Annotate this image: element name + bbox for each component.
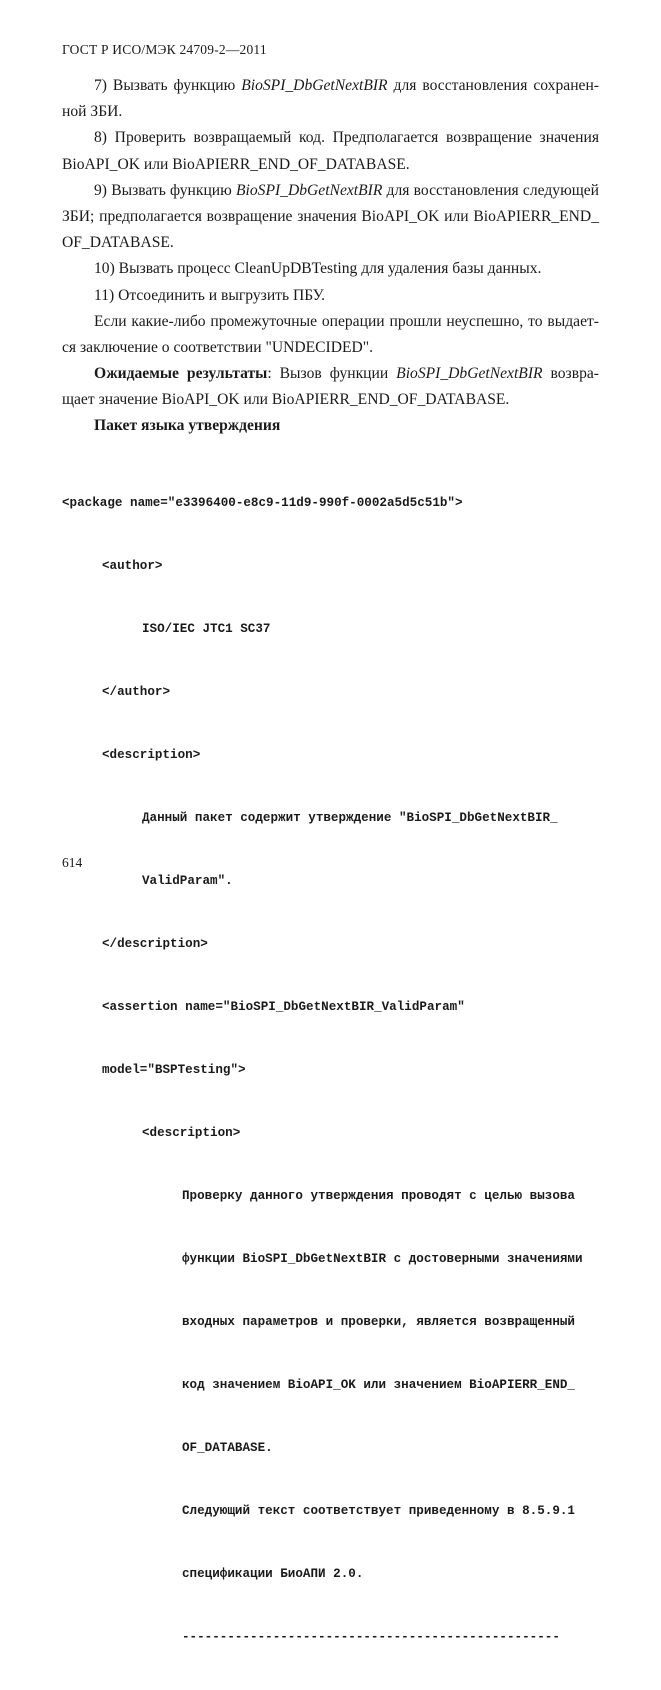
paragraph-9-line-3: OF_DATABASE. (62, 234, 174, 252)
text-run: : Вызов функции (267, 365, 397, 383)
code-line: <assertion name="BioSPI_DbGetNextBIR_ValidParam" (102, 1000, 465, 1014)
code-line: функции BioSPI_DbGetNextBIR с достоверными значениями (182, 1252, 583, 1266)
code-line: Данный пакет содержит утверждение "BioSPI_DbGetNextBIR_ (142, 811, 558, 825)
body-text (62, 73, 599, 440)
code-listing (62, 451, 583, 1690)
code-line: model="BSPTesting"> (102, 1063, 246, 1077)
code-line: </description> (102, 937, 208, 951)
code-line: ValidParam". (142, 874, 233, 888)
expected-results-label: Ожидаемые результаты (94, 365, 268, 383)
paragraph-8-line-1: 8) Проверить возвращаемый код. Предполагается возвращение значения (94, 129, 599, 147)
code-line: </author> (102, 685, 171, 699)
function-name: BioSPI_DbGetNextBIR (396, 365, 543, 383)
code-line: входных параметров и проверки, является возвращенный (182, 1315, 575, 1329)
code-line: ISO/IEC JTC1 SC37 (142, 622, 271, 636)
code-line: <package name="e3396400-e8c9-11d9-990f-0002a5d5c51b"> (62, 496, 463, 510)
code-line: OF_DATABASE. (182, 1441, 273, 1455)
section-heading: Пакет языка утверждения (94, 417, 281, 435)
function-name: BioSPI_DbGetNextBIR (241, 77, 388, 94)
paragraph-10: 10) Вызвать процесс CleanUpDBTesting для удаления базы данных. (94, 260, 542, 278)
page-number: 614 (62, 855, 83, 870)
text-run: 9) Вызвать функцию (94, 181, 236, 199)
code-line: спецификации БиоАПИ 2.0. (182, 1567, 364, 1581)
expected-results-line-1 (62, 361, 599, 387)
paragraph-fail-line-1: Если какие-либо промежуточные операции прошли неуспешно, то выдает- (94, 312, 599, 330)
code-line: код значением BioAPI_OK или значением BioAPIERR_END_ (182, 1378, 575, 1392)
code-line: <author> (102, 559, 163, 573)
page-header: ГОСТ Р ИСО/МЭК 24709-2—2011 (62, 42, 267, 57)
code-line: Следующий текст соответствует приведенному в 8.5.9.1 (182, 1504, 575, 1518)
code-line: Проверку данного утверждения проводят с целью вызова (182, 1189, 575, 1203)
paragraph-fail-line-2: ся заключение о соответствии "UNDECIDED". (62, 338, 374, 356)
text-run: для восстановления сохранен- (387, 77, 599, 94)
paragraph-9-line-1 (62, 178, 599, 204)
code-separator: -------------------------------------------------- (182, 1630, 560, 1644)
text-run: для восстановления следующей (382, 181, 599, 199)
paragraph-8-line-2: BioAPI_OK или BioAPIERR_END_OF_DATABASE. (62, 155, 410, 173)
function-name: BioSPI_DbGetNextBIR (236, 181, 383, 199)
text-run: 7) Вызвать функцию (94, 77, 242, 94)
paragraph-7-line-1 (62, 73, 599, 99)
paragraph-11: 11) Отсоединить и выгрузить ПБУ. (94, 286, 326, 304)
paragraph-7-line-2: ной ЗБИ. (62, 103, 123, 121)
paragraph-9-line-2: ЗБИ; предполагается возвращение значения BioAPI_OK или BioAPIERR_END_ (62, 207, 599, 225)
code-line: <description> (142, 1126, 241, 1140)
code-line: <description> (102, 748, 201, 762)
text-run: возвра- (542, 365, 599, 383)
expected-results-line-2: щает значение BioAPI_OK или BioAPIERR_END_OF_DATABASE. (62, 391, 510, 409)
